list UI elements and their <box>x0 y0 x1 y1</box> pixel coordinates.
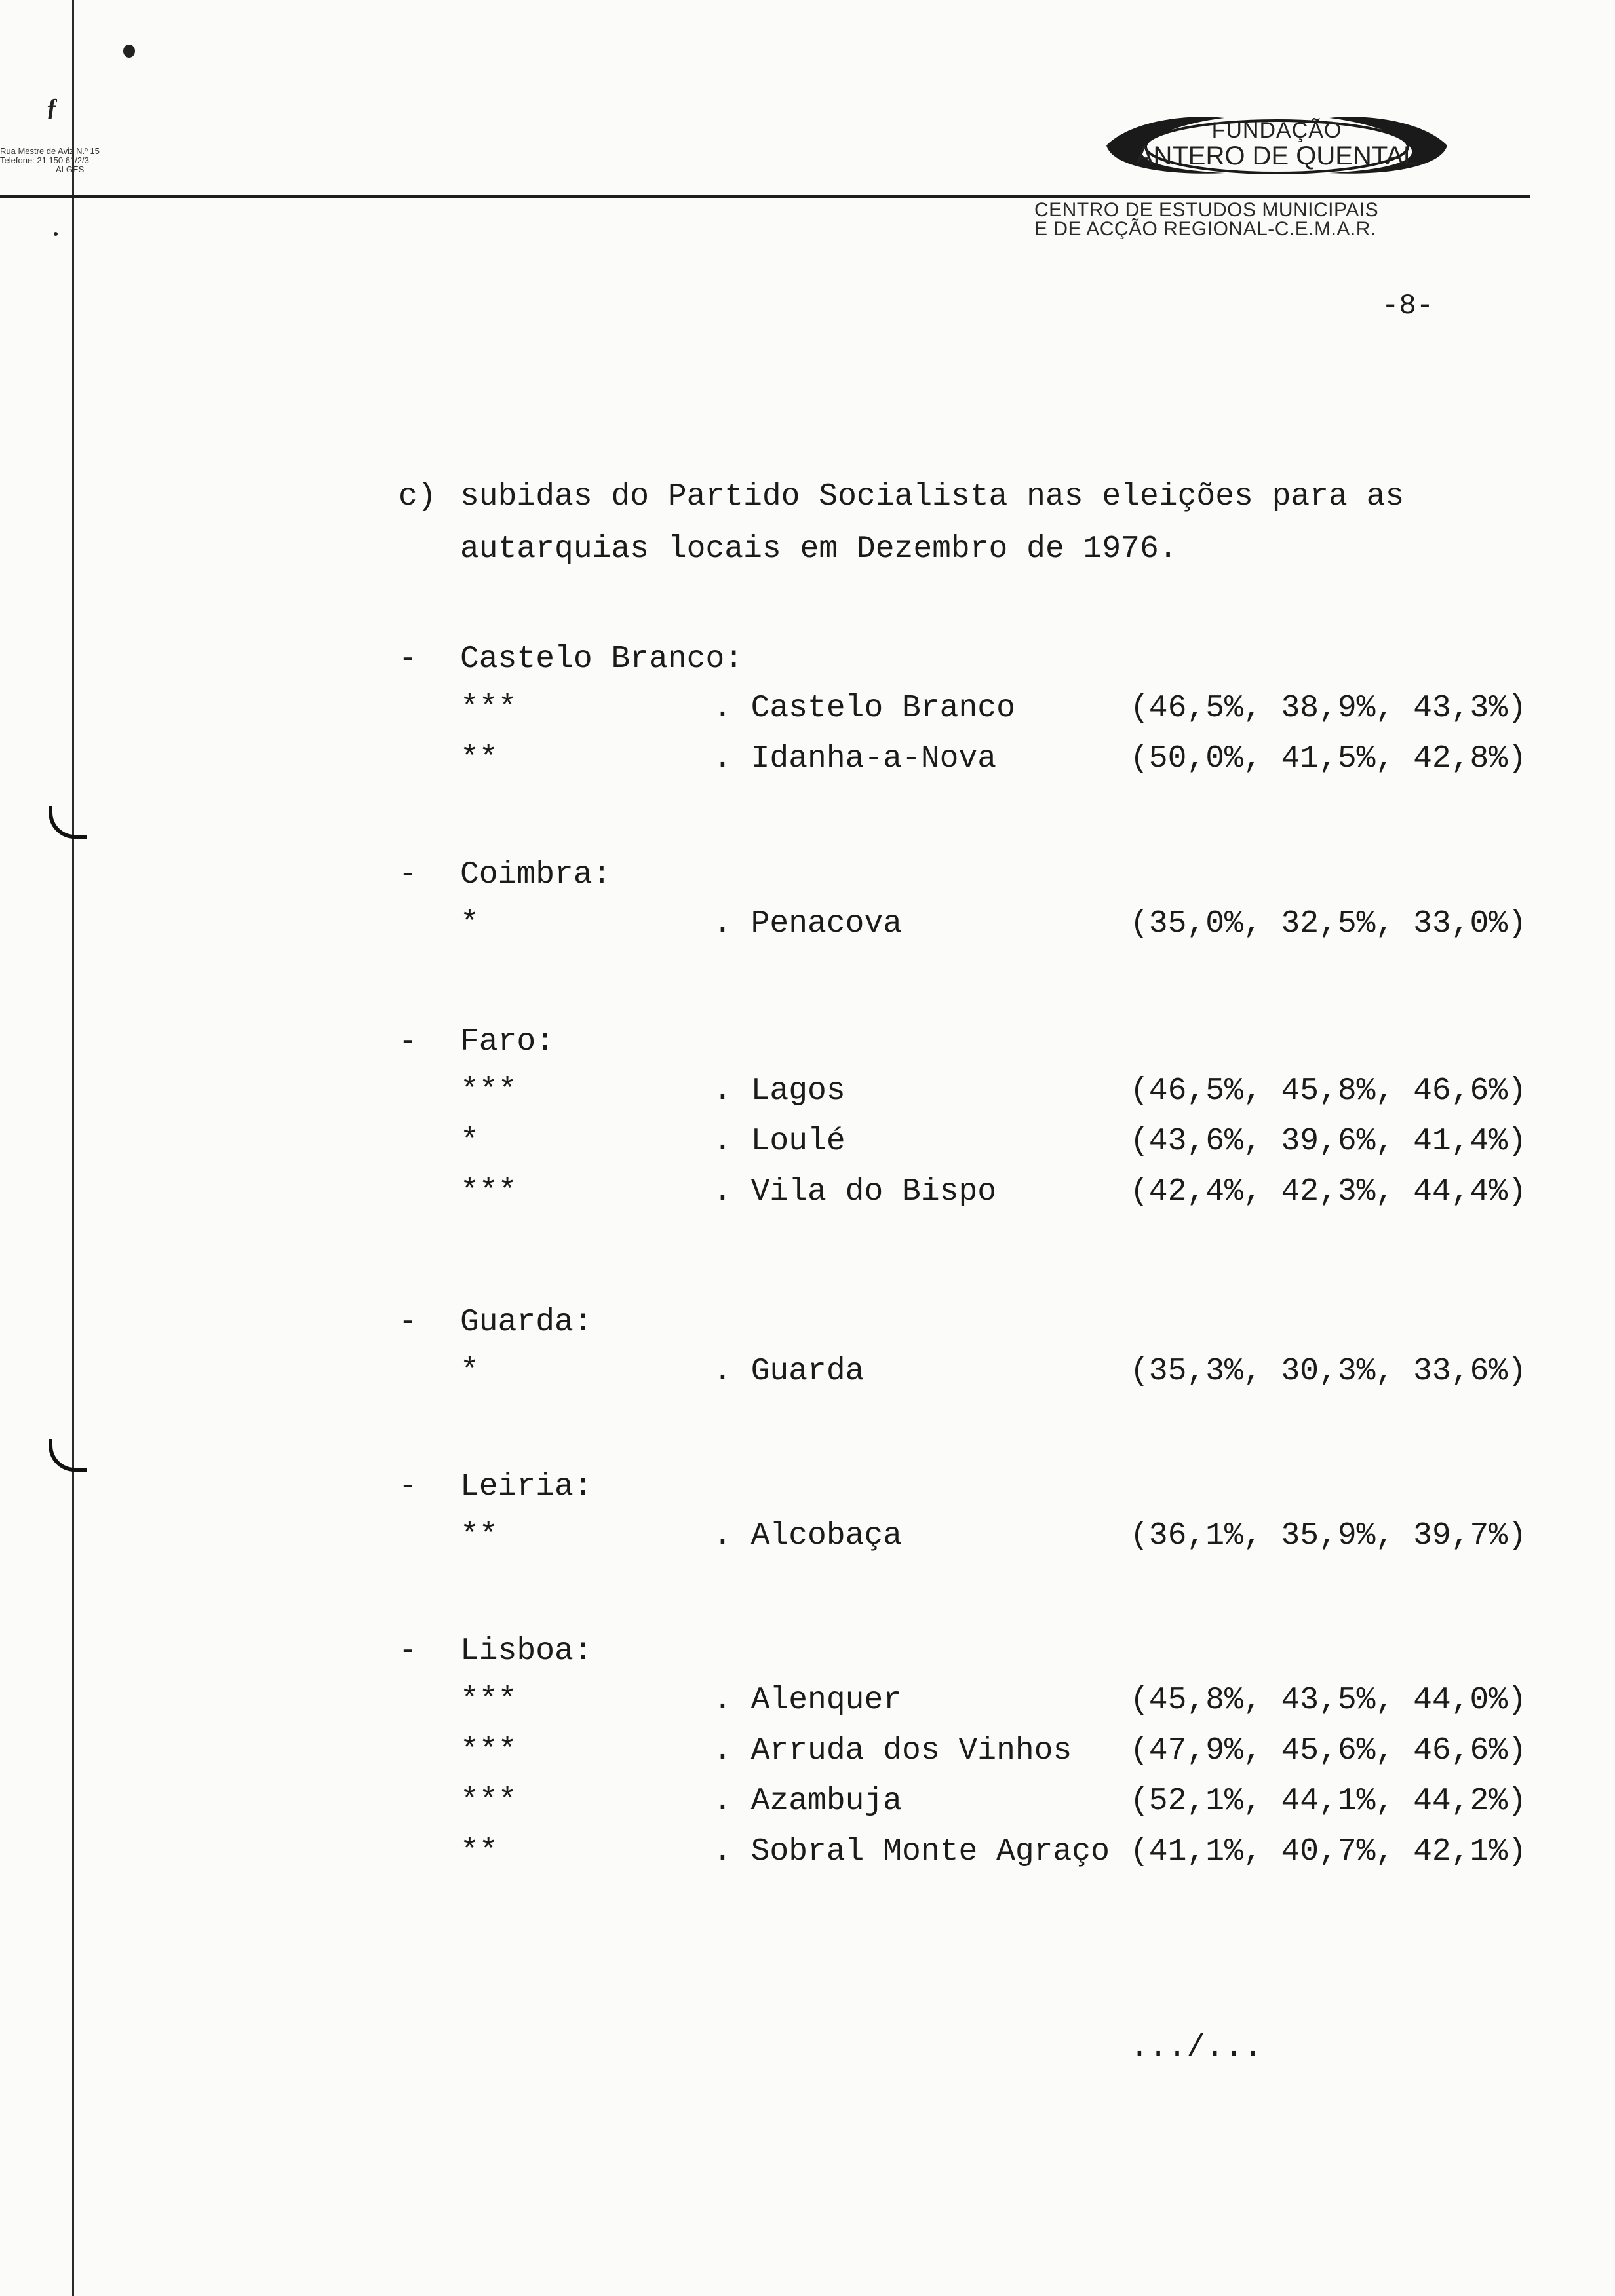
logo-line-1: FUNDAÇÃO <box>1211 118 1342 143</box>
star-rating: * <box>460 1124 479 1159</box>
district-heading <box>399 635 743 683</box>
district-name: Faro: <box>460 1024 555 1060</box>
intro-line-2: autarquias locais em Dezembro de 1976. <box>460 531 1178 567</box>
star-rating: *** <box>460 1733 517 1769</box>
district-heading <box>399 1627 593 1675</box>
address-line: ALGES <box>56 164 85 174</box>
municipality-row <box>399 683 1527 734</box>
municipality-name: . Sobral Monte Agraço <box>713 1834 1110 1869</box>
foundation-logo <box>1093 113 1460 178</box>
municipality-row <box>399 1167 1527 1217</box>
district-group <box>399 1627 1527 1877</box>
binder-dot <box>54 232 58 236</box>
municipality-row <box>399 1511 1527 1561</box>
vote-percentages: (46,5%, 45,8%, 46,6%) <box>1130 1073 1527 1109</box>
municipality-row <box>399 1675 1527 1726</box>
municipality-name: . Alenquer <box>713 1683 903 1718</box>
dash: - <box>399 641 418 677</box>
district-heading <box>399 851 611 899</box>
vote-percentages: (50,0%, 41,5%, 42,8%) <box>1130 741 1527 776</box>
star-rating: * <box>460 906 479 942</box>
municipality-name: . Arruda dos Vinhos <box>713 1733 1072 1769</box>
page-number: -8- <box>1382 290 1434 322</box>
centre-title-line-1: CENTRO DE ESTUDOS MUNICIPAIS <box>1034 199 1379 221</box>
vote-percentages: (35,0%, 32,5%, 33,0%) <box>1130 906 1527 942</box>
municipality-name: . Azambuja <box>713 1784 903 1819</box>
dash: - <box>399 1469 418 1504</box>
binder-dot <box>123 45 135 58</box>
centre-title <box>1034 201 1378 239</box>
district-group <box>399 1298 1527 1397</box>
header-rule <box>0 195 1530 198</box>
vote-percentages: (43,6%, 39,6%, 41,4%) <box>1130 1124 1527 1159</box>
municipality-name: . Guarda <box>713 1354 865 1389</box>
municipality-row <box>399 1776 1527 1827</box>
district-name: Castelo Branco: <box>460 641 744 677</box>
star-rating: ** <box>460 1834 498 1869</box>
municipality-row <box>399 1117 1527 1167</box>
dash: - <box>399 1634 418 1669</box>
municipality-name: . Lagos <box>713 1073 846 1109</box>
star-rating: *** <box>460 1073 517 1109</box>
municipality-name: . Idanha-a-Nova <box>713 741 997 776</box>
municipality-name: . Vila do Bispo <box>713 1174 997 1210</box>
district-name: Leiria: <box>460 1469 593 1504</box>
list-marker: c) <box>399 479 437 514</box>
vote-percentages: (35,3%, 30,3%, 33,6%) <box>1130 1354 1527 1389</box>
district-group <box>399 851 1527 949</box>
dash: - <box>399 1305 418 1340</box>
star-rating: ** <box>460 1518 498 1554</box>
star-rating: *** <box>460 1174 517 1210</box>
municipality-name: . Alcobaça <box>713 1518 903 1554</box>
address-block <box>0 147 100 174</box>
star-rating: *** <box>460 1683 517 1718</box>
vote-percentages: (46,5%, 38,9%, 43,3%) <box>1130 691 1527 726</box>
district-group <box>399 1463 1527 1561</box>
hole-punch-mark <box>49 1439 87 1472</box>
dash: - <box>399 857 418 892</box>
vote-percentages: (52,1%, 44,1%, 44,2%) <box>1130 1784 1527 1819</box>
vote-percentages: (45,8%, 43,5%, 44,0%) <box>1130 1683 1527 1718</box>
address-line: Telefone: 21 150 61/2/3 <box>0 155 89 165</box>
district-name: Lisboa: <box>460 1634 593 1669</box>
municipality-row <box>399 1066 1527 1117</box>
star-rating: ** <box>460 741 498 776</box>
dash: - <box>399 1024 418 1060</box>
municipality-row <box>399 734 1527 784</box>
left-margin-line <box>72 0 74 2296</box>
pen-mark: ƒ <box>46 94 58 121</box>
intro-line-1: subidas do Partido Socialista nas eleições para as <box>460 479 1405 514</box>
star-rating: *** <box>460 1784 517 1819</box>
municipality-row <box>399 1347 1527 1397</box>
municipality-row <box>399 899 1527 949</box>
logo-line-2: ANTERO DE QUENTAL <box>1135 142 1418 170</box>
district-heading <box>399 1018 555 1066</box>
district-heading <box>399 1463 593 1511</box>
hole-punch-mark <box>49 806 87 839</box>
municipality-name: . Castelo Branco <box>713 691 1015 726</box>
district-group <box>399 635 1527 784</box>
district-group <box>399 1018 1527 1217</box>
municipality-row <box>399 1827 1527 1877</box>
district-name: Coimbra: <box>460 857 612 892</box>
continuation-mark: .../... <box>1130 2030 1262 2065</box>
municipality-row <box>399 1726 1527 1776</box>
vote-percentages: (42,4%, 42,3%, 44,4%) <box>1130 1174 1527 1210</box>
intro-paragraph <box>399 470 1404 575</box>
star-rating: * <box>460 1354 479 1389</box>
municipality-name: . Loulé <box>713 1124 846 1159</box>
district-heading <box>399 1298 593 1347</box>
municipality-name: . Penacova <box>713 906 903 942</box>
centre-title-line-2: E DE ACÇÃO REGIONAL-C.E.M.A.R. <box>1034 218 1376 240</box>
star-rating: *** <box>460 691 517 726</box>
address-line: Rua Mestre de Aviz N.º 15 <box>0 146 100 156</box>
vote-percentages: (36,1%, 35,9%, 39,7%) <box>1130 1518 1527 1554</box>
district-name: Guarda: <box>460 1305 593 1340</box>
vote-percentages: (47,9%, 45,6%, 46,6%) <box>1130 1733 1527 1769</box>
vote-percentages: (41,1%, 40,7%, 42,1%) <box>1130 1834 1527 1869</box>
